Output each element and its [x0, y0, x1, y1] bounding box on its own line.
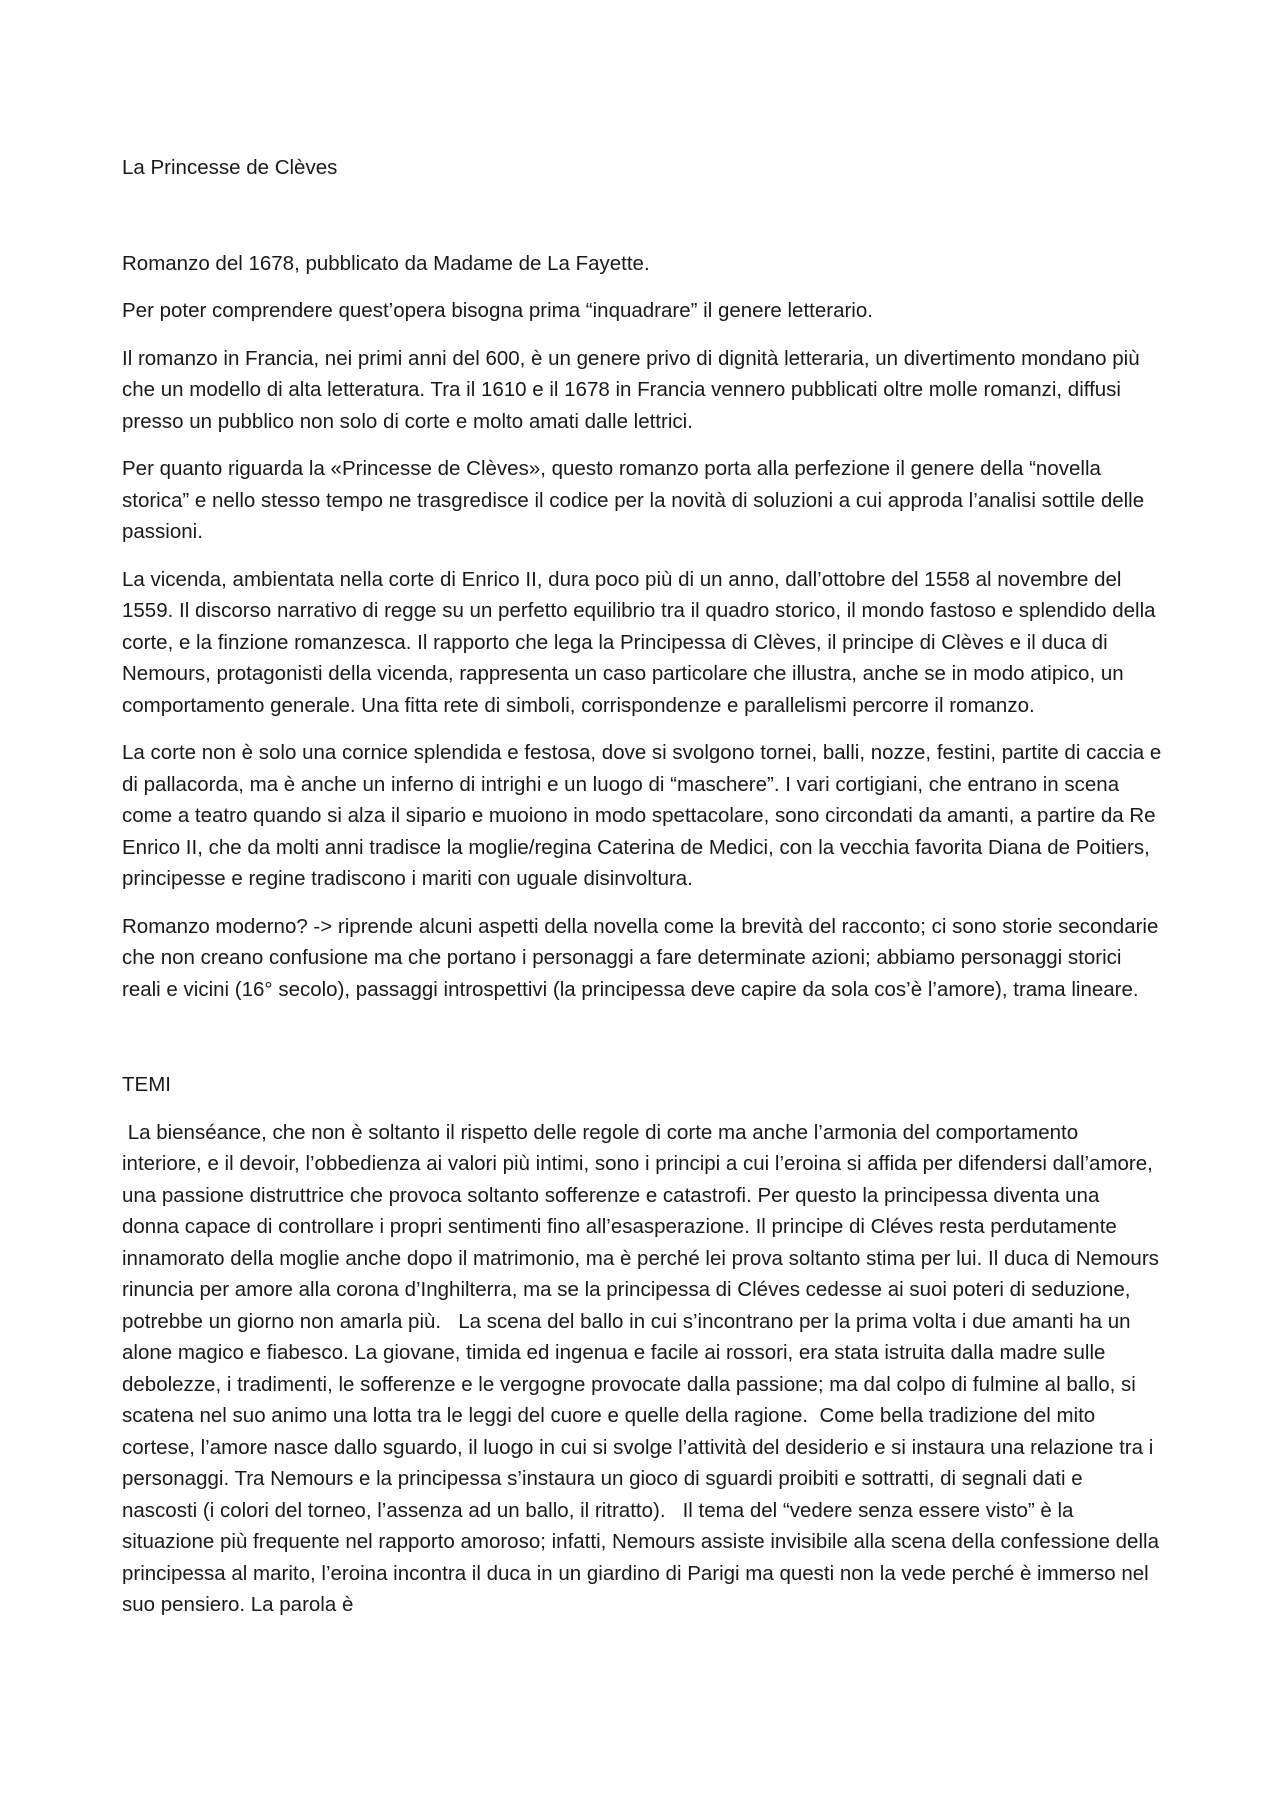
paragraph-vicenda: La vicenda, ambientata nella corte di Enrico II, dura poco più di un anno, dall’ottobre del 1558 al novembre del 1559. Il discorso narrativo di regge su un perfetto equilibrio tra il quadro storico, il mondo fastoso e splendido della corte, e la finzione romanzesca. Il rapporto che lega la Principessa di Clèves, il principe di Clèves e il duca di Nemours, protagonisti della vicenda, rappresenta un caso particolare che illustra, anche se in modo atipico, un comportamento generale. Una fitta rete di simboli, corrispondenze e parallelismi percorre il romanzo.	[122, 567, 1156, 717]
section-spacer	[122, 1021, 1162, 1069]
document-title: La Princesse de Clèves	[122, 156, 338, 179]
paragraph-intro: Romanzo del 1678, pubblicato da Madame de La Fayette.	[122, 251, 650, 275]
document-body	[122, 152, 1165, 1637]
paragraph-temi: La bienséance, che non è soltanto il rispetto delle regole di corte ma anche l’armonia del comportamento interiore, e il devoir, l’obbedienza ai valori più intimi, sono i principi a cui l’eroina si affida per difendersi dall’amore, una passione distruttrice che provoca soltanto sofferenze e catastrofi. Per questo la principessa diventa una donna capace di controllare i propri sentimenti fino all’esasperazione. Il principe di Cléves resta perdutamente innamorato della moglie anche dopo il matrimonio, ma è perché lei prova soltanto stima per lui. Il duca di Nemours rinuncia per amore alla corona d’Inghilterra, ma se la principessa di Cléves cedesse ai suoi poteri di seduzione, potrebbe un giorno non amarla più. La scena del ballo in cui s’incontrano per la prima volta i due amanti ha un alone magico e fiabesco. La giovane, timida ed ingenua e facile ai rossori, era stata istruita dalla madre sulle debolezze, i tradimenti, le sofferenze e le vergogne provocate dalla passione; ma dal colpo di fulmine al ballo, si scatena nel suo animo una lotta tra le leggi del cuore e quelle della ragione. Come bella tradizione del mito cortese, l’amore nasce dallo sguardo, il luogo in cui si svolge l’attività del desiderio e si instaura una relazione tra i personaggi. Tra Nemours e la principessa s’instaura un gioco di sguardi proibiti e sottratti, di segnali dati e nascosti (i colori del torneo, l’assenza ad un ballo, il ritratto). Il tema del “vedere senza essere visto” è la situazione più frequente nel rapporto amoroso; infatti, Nemours assiste invisibile alla scena della confessione della principessa al marito, l’eroina incontra il duca in un giardino di Parigi ma questi non la vede perché è immerso nel suo pensiero. La parola è	[122, 1120, 1165, 1616]
paragraph-novella-storica: Per quanto riguarda la «Princesse de Clèves», questo romanzo porta alla perfezione il genere della “novella storica” e nello stesso tempo ne trasgredisce il codice per la novità di soluzioni a cui approda l’analisi sottile delle passioni.	[122, 457, 1145, 543]
paragraph-romanzo-moderno: Romanzo moderno? -> riprende alcuni aspetti della novella come la brevità del racconto; ci sono storie secondarie che non creano confusione ma che portano i personaggi a fare determinate azioni; abbiamo personaggi storici reali e vicini (16° secolo), passaggi introspettivi (la principessa deve capire da sola cos’è l’amore), trama lineare.	[122, 914, 1159, 1001]
section-heading-temi: TEMI	[122, 1073, 171, 1096]
paragraph-corte: La corte non è solo una cornice splendida e festosa, dove si svolgono tornei, balli, nozze, festini, partite di caccia e di pallacorda, ma è anche un inferno di intrighi e un luogo di “maschere”. I vari cortigiani, che entrano in scena come a teatro quando si alza il sipario e muoiono in modo spettacolare, sono circondati da amanti, a partire da Re Enrico II, che da molti anni tradisce la moglie/regina Caterina de Medici, con la vecchia favorita Diana de Poitiers, principesse e regine tradiscono i mariti con uguale disinvoltura.	[122, 741, 1162, 890]
paragraph-romanzo-francia: Il romanzo in Francia, nei primi anni del 600, è un genere privo di dignità letteraria, un divertimento mondano più che un modello di alta letteratura. Tra il 1610 e il 1678 in Francia vennero pubblicati oltre molle romanzi, diffusi presso un pubblico non solo di corte e molto amati dalle lettrici.	[122, 346, 1140, 433]
paragraph-genre: Per poter comprendere quest’opera bisogna prima “inquadrare” il genere letterario.	[122, 299, 873, 322]
